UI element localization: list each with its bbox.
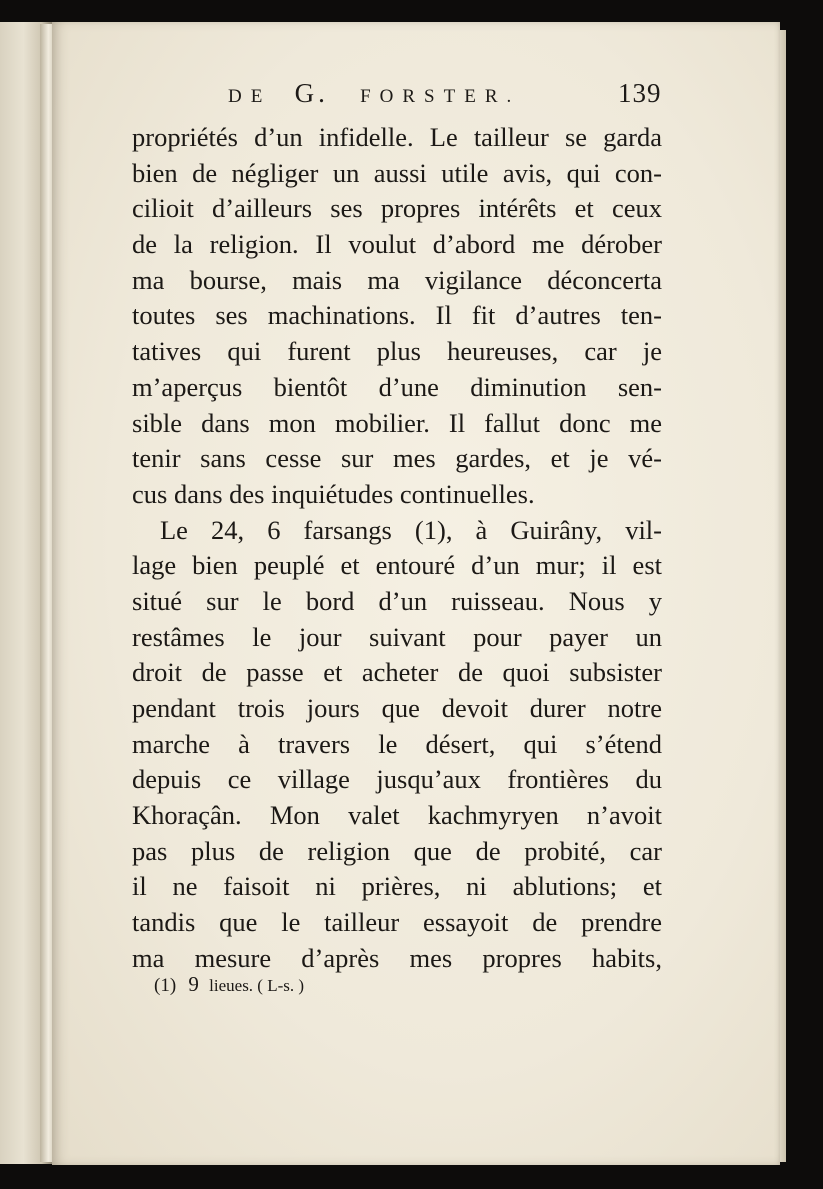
book-page <box>52 22 780 1165</box>
text-line: situé sur le bord d’un ruisseau. Nous y <box>132 585 662 616</box>
text-line: cus dans des inquiétudes continuelles. <box>132 478 535 509</box>
footnote-number: 9 <box>188 972 199 996</box>
text-line: m’aperçus bientôt d’une diminution sen- <box>132 371 662 402</box>
text-line: ma bourse, mais ma vigilance déconcerta <box>132 264 662 295</box>
text-line: Khoraçân. Mon valet kachmyryen n’avoit <box>132 800 662 831</box>
running-head <box>228 78 520 109</box>
text-line: ma mesure d’après mes propres habits, <box>132 942 662 973</box>
text-line: pas plus de religion que de probité, car <box>132 835 662 866</box>
text-line: Le 24, 6 farsangs (1), à Guirâny, vil- <box>160 514 662 545</box>
text-line: lage bien peuplé et entouré d’un mur; il est <box>132 550 662 581</box>
text-line: marche à travers le désert, qui s’étend <box>132 728 662 759</box>
footnote <box>154 972 304 997</box>
text-line: sible dans mon mobilier. Il fallut donc me <box>132 407 662 438</box>
page-number: 139 <box>618 78 662 108</box>
text-line: il ne faisoit ni prières, ni ablutions; et <box>132 871 662 902</box>
text-line: tandis que le tailleur essayoit de prendre <box>132 907 662 938</box>
body-text <box>132 120 662 977</box>
footnote-text: lieues. ( L-s. ) <box>209 976 305 995</box>
text-line: de la religion. Il voulut d’abord me dérober <box>132 229 662 260</box>
text-line: restâmes le jour suivant pour payer un <box>132 621 662 652</box>
footnote-marker: (1) <box>154 975 177 996</box>
text-line: tatives qui furent plus heureuses, car je <box>132 336 662 367</box>
text-line: cilioit d’ailleurs ses propres intérêts et ceux <box>132 193 662 224</box>
text-line: toutes ses machinations. Il fit d’autres ten- <box>132 300 662 331</box>
page-header <box>52 78 780 118</box>
text-line: propriétés d’un infidelle. Le tailleur se garda <box>132 122 662 152</box>
running-head-name: FORSTER. <box>360 86 521 107</box>
text-line: tenir sans cesse sur mes gardes, et je vé- <box>132 443 662 474</box>
running-head-de: DE <box>228 86 272 107</box>
text-line: depuis ce village jusqu’aux frontières du <box>132 764 662 795</box>
running-head-initial: G. <box>294 78 329 108</box>
text-line: pendant trois jours que devoit durer notre <box>132 693 662 723</box>
text-line: droit de passe et acheter de quoi subsister <box>132 657 662 688</box>
text-line: bien de négliger un aussi utile avis, qui con- <box>132 157 662 188</box>
